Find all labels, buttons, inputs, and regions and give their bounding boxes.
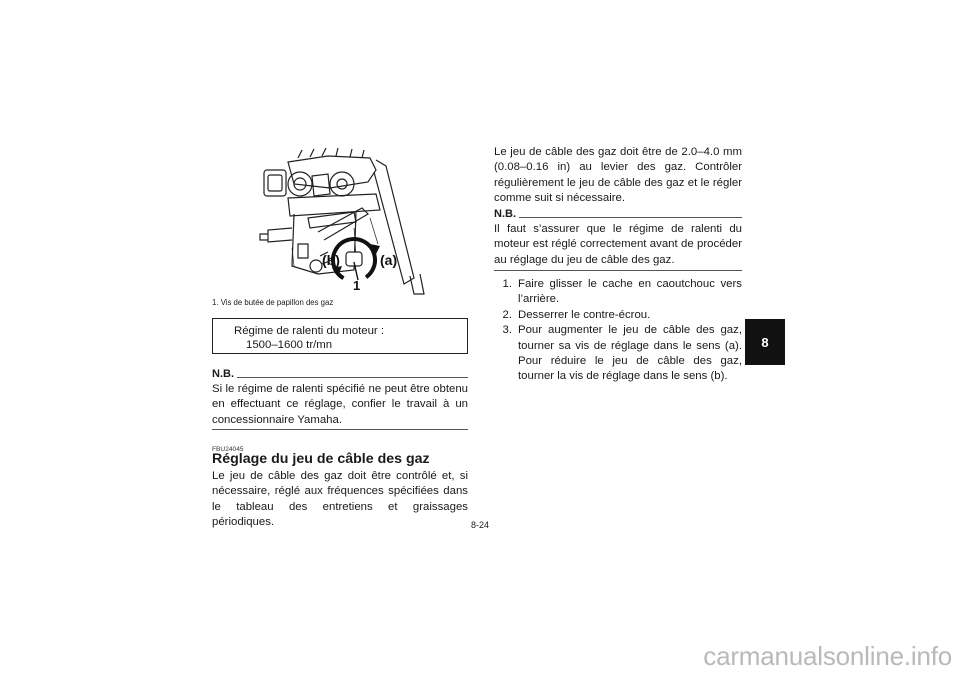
direction-b-label: (b) (322, 252, 340, 268)
caption-text: Vis de butée de papillon des gaz (220, 298, 334, 307)
list-item (494, 308, 742, 323)
watermark: carmanualsonline.info (703, 641, 952, 671)
note-label: N.B. (212, 368, 234, 380)
idle-speed-spec-box (212, 318, 468, 354)
note-label: N.B. (494, 208, 516, 220)
caption-number: 1. (212, 298, 219, 307)
list-item (494, 277, 742, 308)
note-header (494, 208, 742, 220)
note-text: Il faut s’assurer que le régime de ralenti du moteur est réglé correctement avant de procéder au réglage du jeu de câble des gaz. (494, 223, 742, 266)
step-number: 2. (502, 308, 512, 321)
step-number: 1. (502, 278, 512, 290)
section-body: Le jeu de câble des gaz doit être contrôlé et, si nécessaire, réglé aux fréquences spécifiées dans le tableau des entretiens et graissages périodiques. (212, 470, 468, 529)
note-end-rule (494, 270, 742, 271)
step-text: Pour augmenter le jeu de câble des gaz, tourner sa vis de réglage dans le sens (a). Pour réduire le jeu de câble des gaz, tourner la vis de réglage dans le sens (b). (518, 324, 742, 383)
adjustment-steps (494, 277, 742, 385)
step-number: 3. (502, 324, 512, 337)
page-number: 8-24 (470, 520, 489, 530)
step-text: Desserrer le contre-écrou. (518, 308, 651, 321)
note-text: Si le régime de ralenti spécifié ne peut être obtenu en effectuant ce réglage, confier le travail à un concessionnaire Yamaha. (212, 383, 468, 426)
callout-1-label: 1 (353, 278, 361, 293)
cable-play-intro: Le jeu de câble des gaz doit être de 2.0–4.0 mm (0.08–0.16 in) au levier des gaz. Contrôler régulièrement le jeu de câble des gaz et le régler comme suit si nécessaire. (494, 146, 742, 205)
note-block-2 (494, 208, 742, 268)
direction-a-label: (a) (380, 252, 398, 268)
note-rule (237, 377, 468, 378)
section-code: FBU24045 (212, 446, 244, 453)
chapter-tab: 8 (745, 319, 785, 365)
note-block-1 (212, 368, 468, 428)
carburetor-drawing (258, 148, 438, 296)
list-item (494, 323, 742, 385)
note-end-rule (212, 429, 468, 430)
carburetor-illustration (258, 148, 438, 296)
spec-label: Régime de ralenti du moteur : (234, 325, 385, 337)
figure-caption (212, 298, 333, 307)
spec-value: 1500–1600 tr/mn (246, 339, 333, 351)
note-rule (519, 217, 742, 218)
note-header (212, 368, 468, 380)
section-title: Réglage du jeu de câble des gaz (212, 451, 430, 467)
step-text: Faire glisser le cache en caoutchouc vers l’arrière. (518, 278, 742, 306)
